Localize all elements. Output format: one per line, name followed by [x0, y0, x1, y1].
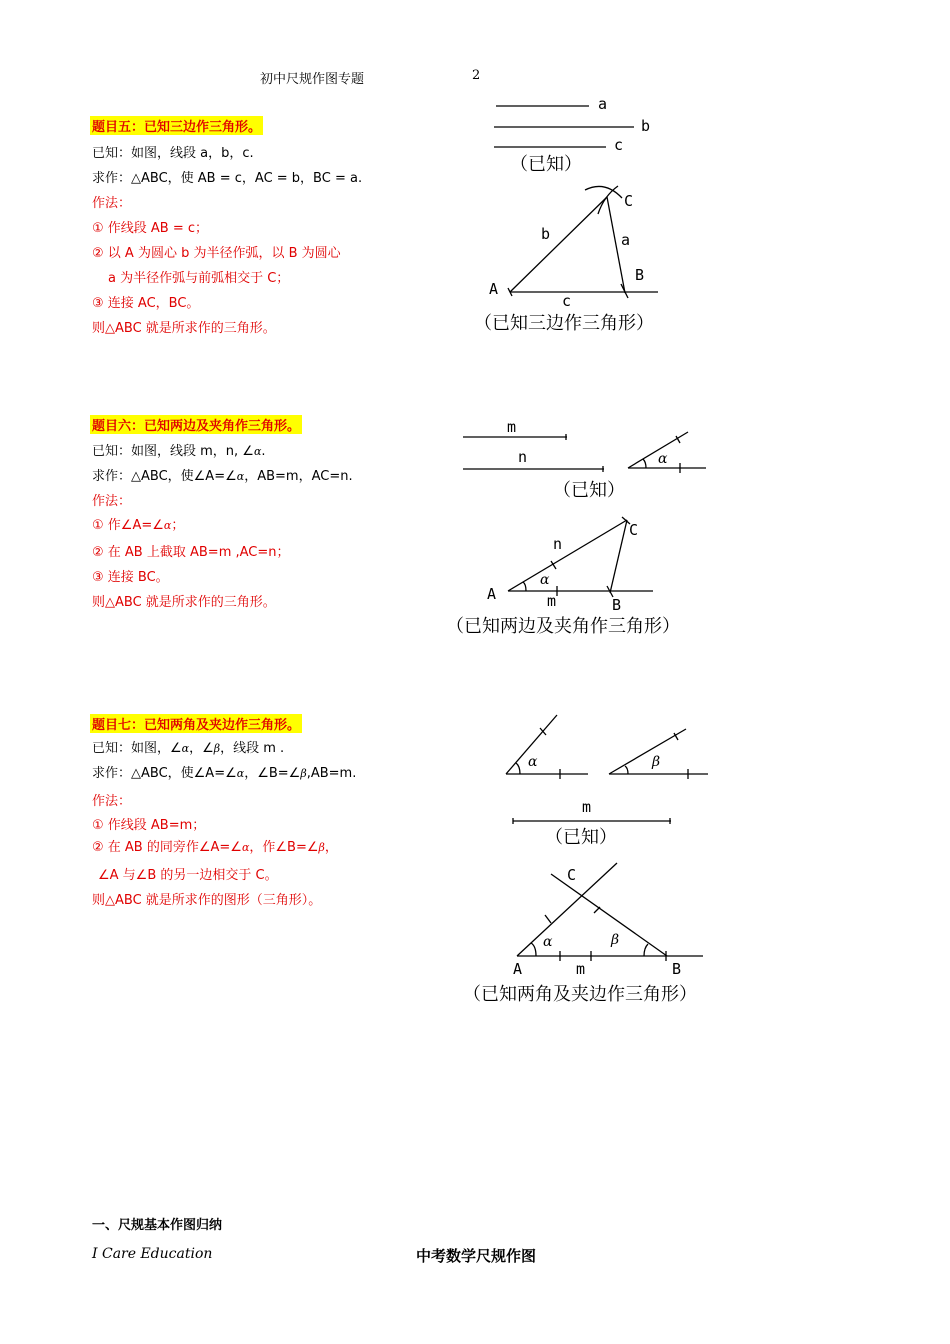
label-c: c	[614, 136, 624, 154]
side-bc	[610, 520, 627, 593]
page-number: 2	[472, 68, 481, 83]
angle-alpha-label: α	[528, 754, 538, 770]
point-a: A	[513, 960, 523, 978]
point-b: B	[612, 596, 622, 614]
side-b	[510, 197, 607, 292]
section7-step1: ① 作线段 AB=m；	[92, 818, 206, 833]
point-b: B	[672, 960, 682, 978]
angle-beta-label: β	[611, 932, 620, 948]
section5-conclusion: 则△ABC 就是所求作的三角形。	[92, 321, 276, 336]
section7-step2b: ∠A 与∠B 的另一边相交于 C。	[98, 868, 278, 883]
point-a: A	[489, 280, 499, 298]
point-c: C	[624, 192, 634, 210]
angle-alpha-label: α	[543, 934, 553, 950]
document-title: 初中尺规作图专题	[260, 72, 365, 87]
figure-caption: （已知两角及夹边作三角形）	[463, 984, 697, 1005]
footer-brand: I Care Education	[92, 1246, 213, 1262]
section5-step1: ① 作线段 AB = c；	[92, 221, 209, 236]
side-label-c: c	[562, 292, 572, 310]
label-a: a	[598, 95, 608, 113]
section5-given: 已知：如图，线段 a，b，c.	[92, 146, 254, 161]
angle-alpha-label: α	[540, 572, 550, 588]
beta-symbol: β	[300, 767, 307, 780]
side-ac	[508, 520, 627, 591]
summary-heading: 一、尺规基本作图归纳	[92, 1218, 223, 1233]
beta-symbol: β	[213, 742, 221, 755]
alpha-symbol: α	[236, 470, 245, 483]
alpha-symbol: α	[163, 519, 172, 532]
section6-method: 作法：	[92, 494, 132, 509]
side-label-b: b	[541, 225, 551, 243]
figure-caption: （已知三边作三角形）	[474, 313, 654, 334]
angle-beta-label: β	[652, 754, 661, 770]
section5-step2b: a 为半径作弧与前弧相交于 C；	[108, 271, 290, 286]
point-c: C	[629, 521, 639, 539]
angle-alpha-label: α	[658, 451, 668, 467]
side-label-m: m	[547, 592, 557, 610]
given-caption: （已知）	[510, 154, 582, 175]
alpha-symbol: α	[241, 841, 250, 854]
section7-title: 题目七：已知两角及夹边作三角形。	[90, 714, 302, 733]
label-m: m	[582, 798, 592, 816]
label-m: m	[507, 418, 517, 436]
arc-from-a	[585, 186, 622, 198]
section5-method: 作法：	[92, 196, 132, 211]
ray-from-b	[551, 874, 667, 956]
alpha-symbol: α	[181, 742, 190, 755]
side-label-n: n	[553, 535, 563, 553]
side-label-a: a	[621, 231, 631, 249]
label-n: n	[518, 448, 528, 466]
alpha-symbol: α	[253, 445, 262, 458]
section7-conclusion: 则△ABC 就是所求作的图形（三角形）。	[92, 893, 322, 908]
label-b: b	[641, 117, 651, 135]
given-caption: （已知）	[545, 827, 617, 848]
point-b: B	[635, 266, 645, 284]
section6-step1: ① 作∠A=∠α；	[92, 518, 185, 533]
beta-symbol: β	[318, 841, 325, 854]
section6-conclusion: 则△ABC 就是所求作的三角形。	[92, 595, 276, 610]
footer-title: 中考数学尺规作图	[416, 1247, 537, 1265]
section7-given: 已知：如图，∠α，∠β，线段 m .	[92, 741, 285, 756]
given-caption: （已知）	[553, 480, 625, 501]
section7-step2: ② 在 AB 的同旁作∠A=∠α，作∠B=∠β，	[92, 840, 338, 855]
section6-given: 已知：如图，线段 m，n, ∠α.	[92, 444, 266, 459]
point-c: C	[567, 866, 577, 884]
section5-step3: ③ 连接 AC，BC。	[92, 296, 200, 311]
section5-find: 求作：△ABC，使 AB = c，AC = b，BC = a.	[92, 171, 363, 186]
section6-step3: ③ 连接 BC。	[92, 570, 169, 585]
tick-b	[621, 284, 628, 298]
section5-title: 题目五：已知三边作三角形。	[90, 116, 263, 135]
angle-beta-ray	[609, 729, 686, 774]
section5-step2a: ② 以 A 为圆心 b 为半径作弧，以 B 为圆心	[92, 246, 341, 261]
section6-find: 求作：△ABC，使∠A=∠α，AB=m，AC=n.	[92, 469, 353, 484]
section6-title: 题目六：已知两边及夹角作三角形。	[90, 415, 302, 434]
point-a: A	[487, 585, 497, 603]
section7-find: 求作：△ABC，使∠A=∠α，∠B=∠β,AB=m.	[92, 766, 357, 781]
section6-step2: ② 在 AB 上截取 AB=m ,AC=n；	[92, 545, 290, 560]
side-label-m: m	[576, 960, 586, 978]
alpha-symbol: α	[236, 767, 245, 780]
section7-method: 作法：	[92, 794, 132, 809]
figure-caption: （已知两边及夹角作三角形）	[446, 616, 680, 637]
